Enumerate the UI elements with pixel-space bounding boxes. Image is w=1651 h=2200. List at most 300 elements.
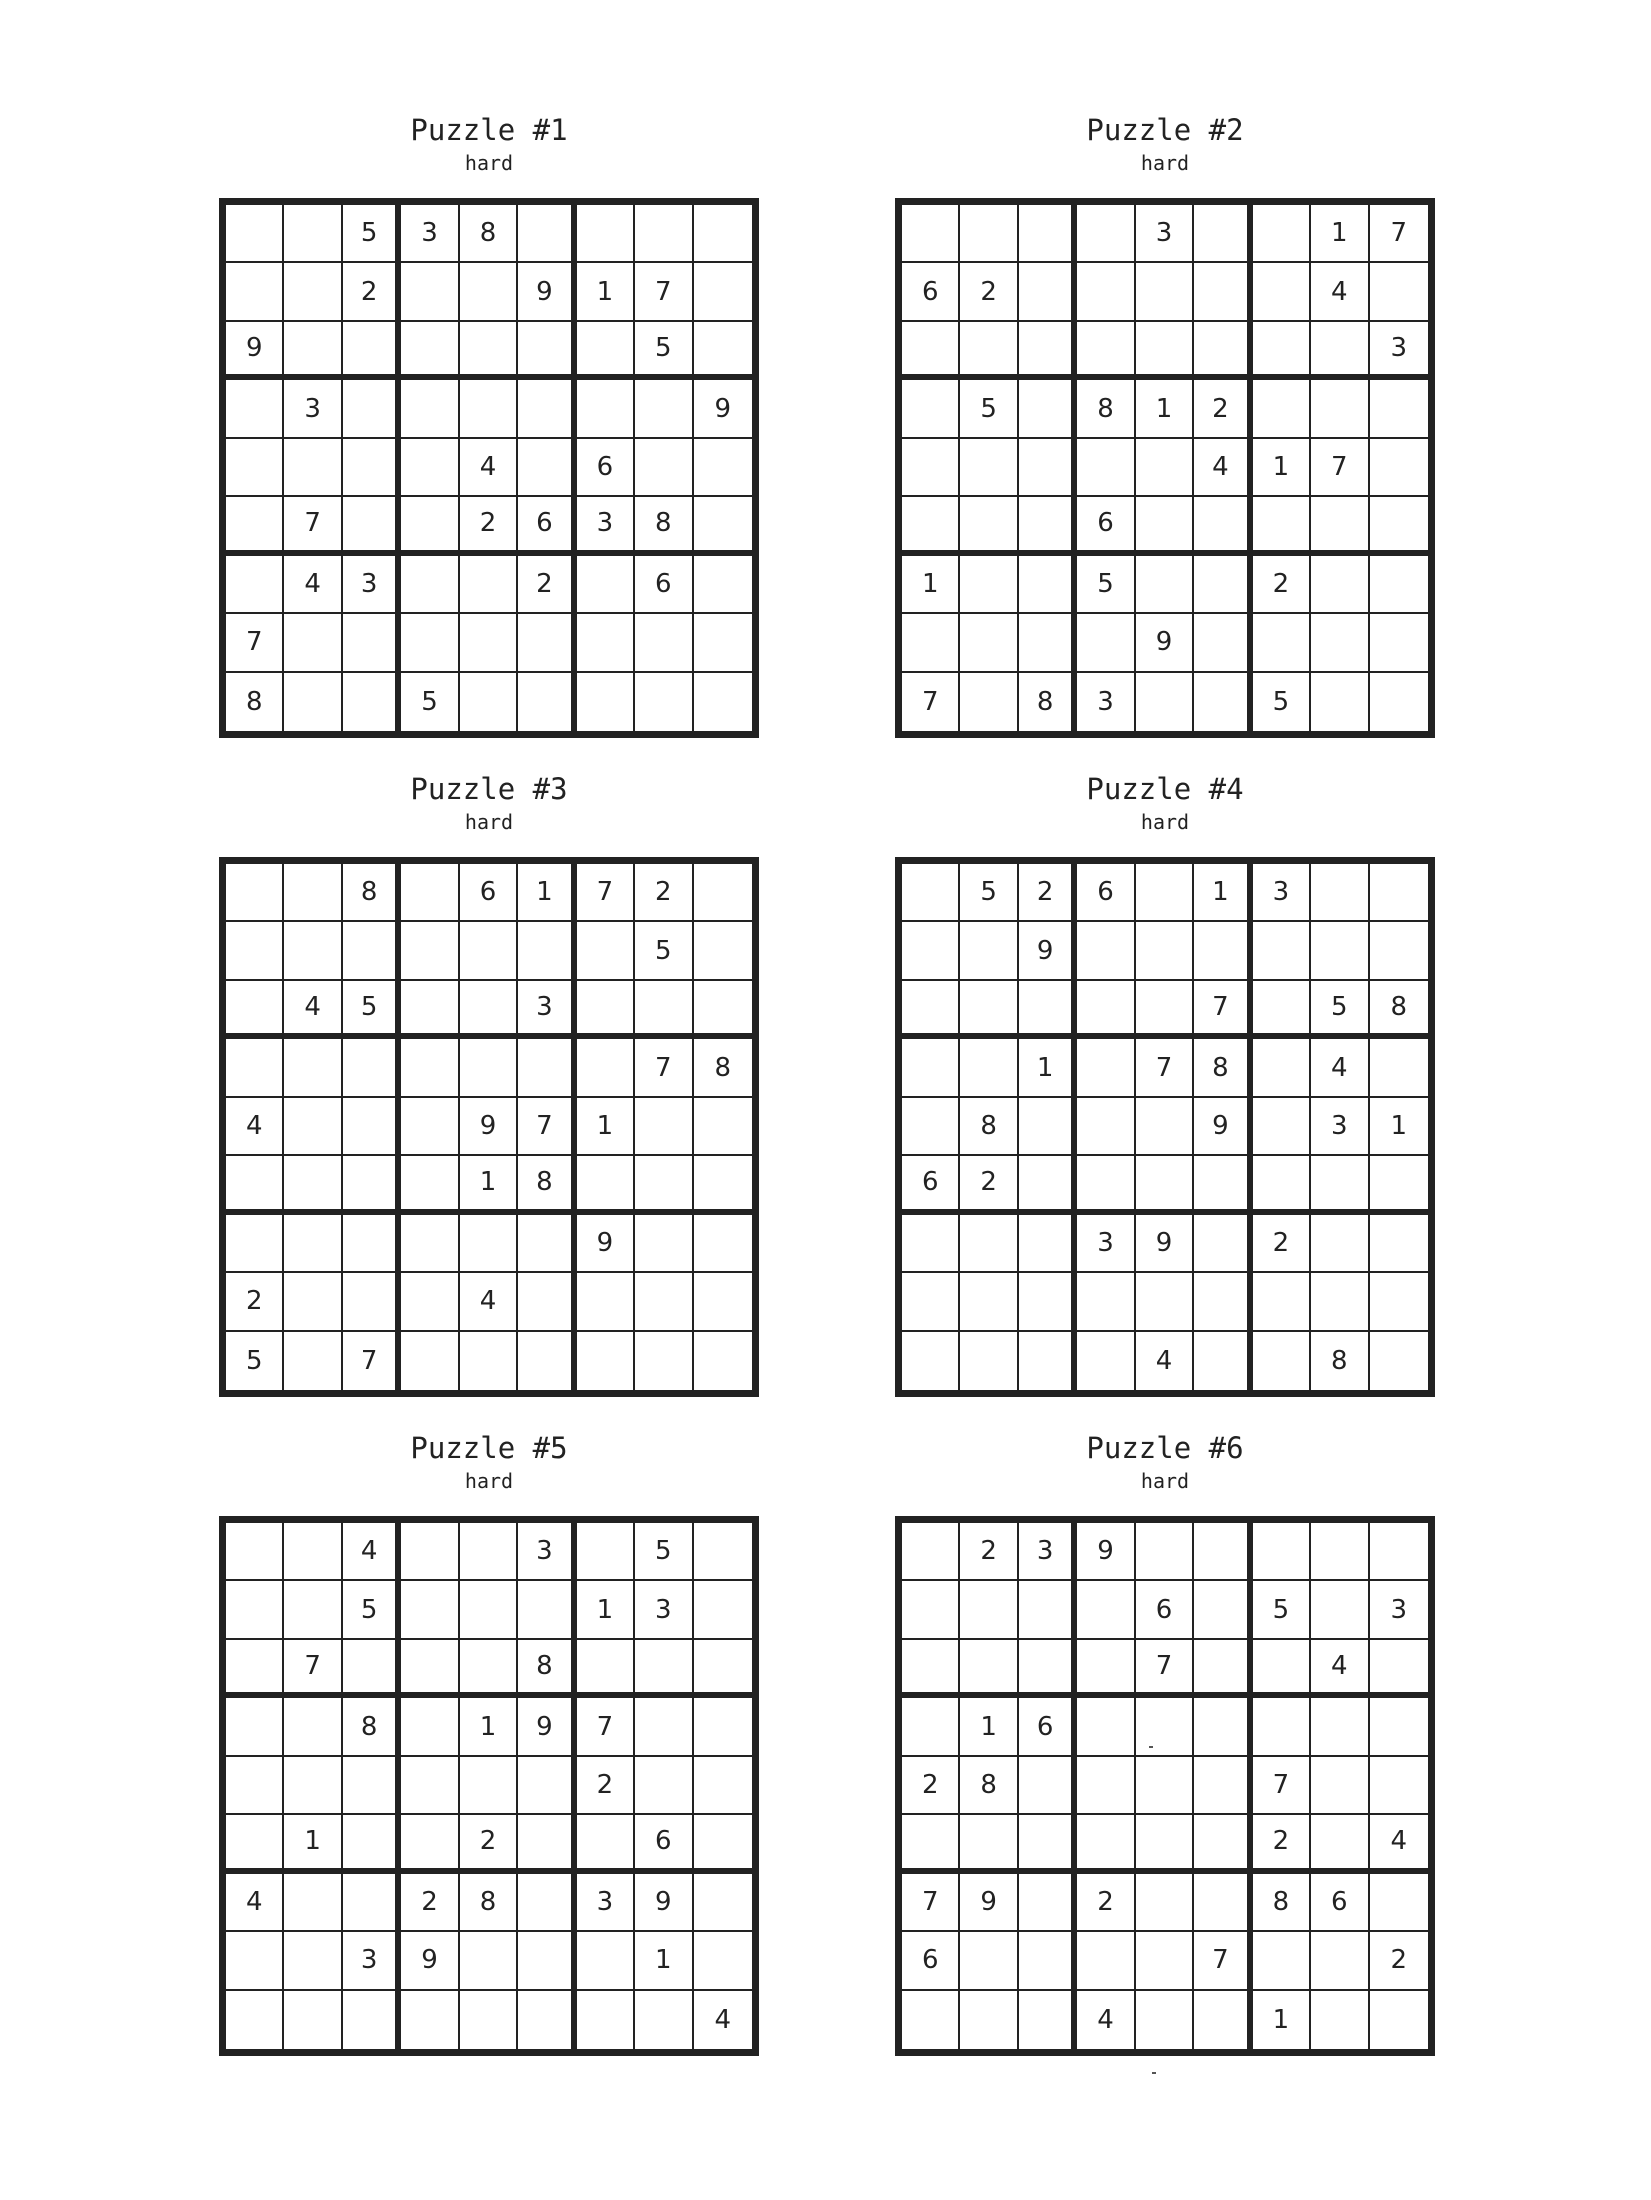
sudoku-cell[interactable]	[902, 922, 960, 980]
sudoku-cell[interactable]	[284, 1874, 342, 1932]
sudoku-cell[interactable]: 2	[1253, 556, 1311, 614]
sudoku-cell[interactable]	[1136, 981, 1194, 1039]
sudoku-cell[interactable]	[460, 1640, 518, 1698]
sudoku-cell[interactable]	[1194, 1640, 1252, 1698]
sudoku-cell[interactable]	[960, 1581, 1018, 1639]
sudoku-cell[interactable]	[1370, 1273, 1428, 1331]
sudoku-cell[interactable]: 5	[1077, 556, 1135, 614]
sudoku-cell[interactable]	[401, 439, 459, 497]
sudoku-cell[interactable]	[1194, 1991, 1252, 2049]
sudoku-cell[interactable]: 5	[401, 673, 459, 731]
sudoku-cell[interactable]: 5	[343, 205, 401, 263]
sudoku-cell[interactable]	[1311, 322, 1369, 380]
sudoku-cell[interactable]	[577, 1991, 635, 2049]
sudoku-cell[interactable]: 8	[1311, 1332, 1369, 1390]
sudoku-cell[interactable]	[694, 1698, 752, 1756]
sudoku-cell[interactable]	[694, 556, 752, 614]
sudoku-cell[interactable]: 1	[1253, 439, 1311, 497]
sudoku-cell[interactable]	[226, 497, 284, 555]
sudoku-cell[interactable]	[226, 1156, 284, 1214]
sudoku-cell[interactable]: 3	[577, 1874, 635, 1932]
sudoku-cell[interactable]	[1370, 1698, 1428, 1756]
sudoku-cell[interactable]: 3	[343, 1932, 401, 1990]
sudoku-cell[interactable]	[902, 1698, 960, 1756]
sudoku-cell[interactable]	[635, 439, 693, 497]
sudoku-cell[interactable]	[226, 556, 284, 614]
sudoku-cell[interactable]: 1	[1194, 864, 1252, 922]
sudoku-cell[interactable]	[226, 1523, 284, 1581]
sudoku-cell[interactable]	[694, 322, 752, 380]
sudoku-cell[interactable]	[401, 1991, 459, 2049]
sudoku-cell[interactable]: 5	[635, 322, 693, 380]
sudoku-cell[interactable]: 4	[226, 1098, 284, 1156]
sudoku-cell[interactable]	[460, 922, 518, 980]
sudoku-cell[interactable]	[518, 614, 576, 672]
sudoku-cell[interactable]	[1194, 1332, 1252, 1390]
sudoku-cell[interactable]	[902, 439, 960, 497]
sudoku-cell[interactable]: 6	[1136, 1581, 1194, 1639]
sudoku-cell[interactable]	[1136, 1698, 1194, 1756]
sudoku-cell[interactable]	[635, 614, 693, 672]
sudoku-cell[interactable]: 9	[1194, 1098, 1252, 1156]
sudoku-cell[interactable]: 1	[902, 556, 960, 614]
sudoku-cell[interactable]: 8	[1253, 1874, 1311, 1932]
sudoku-cell[interactable]	[1311, 1215, 1369, 1273]
sudoku-cell[interactable]	[1194, 497, 1252, 555]
sudoku-cell[interactable]	[343, 1640, 401, 1698]
sudoku-cell[interactable]	[635, 1098, 693, 1156]
sudoku-cell[interactable]	[902, 1039, 960, 1097]
sudoku-cell[interactable]: 5	[635, 922, 693, 980]
sudoku-cell[interactable]	[1253, 1273, 1311, 1331]
sudoku-cell[interactable]	[960, 1932, 1018, 1990]
sudoku-cell[interactable]: 2	[343, 263, 401, 321]
sudoku-cell[interactable]	[401, 1039, 459, 1097]
sudoku-cell[interactable]	[694, 1332, 752, 1390]
sudoku-cell[interactable]	[1077, 1815, 1135, 1873]
sudoku-cell[interactable]: 5	[343, 1581, 401, 1639]
sudoku-cell[interactable]	[518, 922, 576, 980]
sudoku-cell[interactable]	[694, 1523, 752, 1581]
sudoku-cell[interactable]	[401, 380, 459, 438]
sudoku-cell[interactable]	[1253, 1698, 1311, 1756]
sudoku-cell[interactable]	[1253, 380, 1311, 438]
sudoku-cell[interactable]: 2	[460, 1815, 518, 1873]
sudoku-cell[interactable]: 1	[284, 1815, 342, 1873]
sudoku-cell[interactable]: 3	[635, 1581, 693, 1639]
sudoku-cell[interactable]: 7	[1370, 205, 1428, 263]
sudoku-cell[interactable]	[960, 922, 1018, 980]
sudoku-cell[interactable]	[1077, 1156, 1135, 1214]
sudoku-cell[interactable]	[401, 556, 459, 614]
sudoku-cell[interactable]	[635, 1991, 693, 2049]
sudoku-cell[interactable]: 8	[960, 1098, 1018, 1156]
sudoku-cell[interactable]	[1077, 614, 1135, 672]
sudoku-cell[interactable]	[1136, 922, 1194, 980]
sudoku-cell[interactable]	[902, 1215, 960, 1273]
sudoku-cell[interactable]: 5	[635, 1523, 693, 1581]
sudoku-cell[interactable]: 4	[284, 556, 342, 614]
sudoku-cell[interactable]	[284, 1523, 342, 1581]
sudoku-cell[interactable]	[694, 1273, 752, 1331]
sudoku-cell[interactable]: 8	[694, 1039, 752, 1097]
sudoku-cell[interactable]: 2	[226, 1273, 284, 1331]
sudoku-cell[interactable]	[518, 673, 576, 731]
sudoku-cell[interactable]	[902, 864, 960, 922]
sudoku-cell[interactable]: 9	[1019, 922, 1077, 980]
sudoku-cell[interactable]: 3	[1136, 205, 1194, 263]
sudoku-cell[interactable]	[960, 1215, 1018, 1273]
sudoku-cell[interactable]: 7	[518, 1098, 576, 1156]
sudoku-cell[interactable]	[226, 1991, 284, 2049]
sudoku-cell[interactable]: 7	[284, 497, 342, 555]
sudoku-cell[interactable]	[1019, 1757, 1077, 1815]
sudoku-cell[interactable]	[694, 1640, 752, 1698]
sudoku-cell[interactable]	[518, 1815, 576, 1873]
sudoku-cell[interactable]	[1194, 1581, 1252, 1639]
sudoku-cell[interactable]	[518, 205, 576, 263]
sudoku-cell[interactable]: 4	[460, 1273, 518, 1331]
sudoku-cell[interactable]	[1077, 981, 1135, 1039]
sudoku-cell[interactable]	[1019, 1215, 1077, 1273]
sudoku-cell[interactable]	[1370, 673, 1428, 731]
sudoku-cell[interactable]: 7	[1194, 981, 1252, 1039]
sudoku-cell[interactable]	[1253, 981, 1311, 1039]
sudoku-cell[interactable]	[343, 1991, 401, 2049]
sudoku-cell[interactable]	[694, 1932, 752, 1990]
sudoku-cell[interactable]: 1	[460, 1698, 518, 1756]
sudoku-cell[interactable]	[694, 1215, 752, 1273]
sudoku-cell[interactable]: 5	[1253, 673, 1311, 731]
sudoku-cell[interactable]	[1077, 1698, 1135, 1756]
sudoku-cell[interactable]	[1077, 1332, 1135, 1390]
sudoku-cell[interactable]	[635, 1332, 693, 1390]
sudoku-cell[interactable]	[1136, 1815, 1194, 1873]
sudoku-cell[interactable]	[1019, 497, 1077, 555]
sudoku-cell[interactable]: 3	[1253, 864, 1311, 922]
sudoku-cell[interactable]: 7	[577, 864, 635, 922]
sudoku-cell[interactable]	[1370, 556, 1428, 614]
sudoku-cell[interactable]	[1194, 205, 1252, 263]
sudoku-cell[interactable]: 9	[635, 1874, 693, 1932]
sudoku-cell[interactable]	[284, 614, 342, 672]
sudoku-cell[interactable]	[1077, 439, 1135, 497]
sudoku-cell[interactable]	[960, 1815, 1018, 1873]
sudoku-cell[interactable]: 8	[518, 1640, 576, 1698]
sudoku-cell[interactable]	[226, 263, 284, 321]
sudoku-cell[interactable]	[694, 1156, 752, 1214]
sudoku-cell[interactable]: 8	[1019, 673, 1077, 731]
sudoku-cell[interactable]	[518, 1932, 576, 1990]
sudoku-cell[interactable]	[343, 1156, 401, 1214]
sudoku-cell[interactable]	[1136, 263, 1194, 321]
sudoku-cell[interactable]: 7	[284, 1640, 342, 1698]
sudoku-cell[interactable]	[1194, 614, 1252, 672]
sudoku-cell[interactable]	[343, 1098, 401, 1156]
sudoku-cell[interactable]	[1136, 1757, 1194, 1815]
sudoku-cell[interactable]	[284, 263, 342, 321]
sudoku-cell[interactable]: 1	[518, 864, 576, 922]
sudoku-cell[interactable]: 2	[960, 263, 1018, 321]
sudoku-cell[interactable]	[460, 1932, 518, 1990]
sudoku-cell[interactable]: 8	[1370, 981, 1428, 1039]
sudoku-cell[interactable]	[1136, 1098, 1194, 1156]
sudoku-cell[interactable]	[1370, 614, 1428, 672]
sudoku-cell[interactable]	[1194, 1815, 1252, 1873]
sudoku-cell[interactable]	[1370, 1332, 1428, 1390]
sudoku-cell[interactable]	[960, 1273, 1018, 1331]
sudoku-cell[interactable]	[284, 205, 342, 263]
sudoku-cell[interactable]: 2	[518, 556, 576, 614]
sudoku-cell[interactable]	[577, 922, 635, 980]
sudoku-cell[interactable]: 4	[1311, 1640, 1369, 1698]
sudoku-cell[interactable]: 6	[1019, 1698, 1077, 1756]
sudoku-cell[interactable]	[1253, 1098, 1311, 1156]
sudoku-cell[interactable]	[1136, 1273, 1194, 1331]
sudoku-cell[interactable]	[460, 673, 518, 731]
sudoku-cell[interactable]	[1019, 614, 1077, 672]
sudoku-cell[interactable]	[1370, 1156, 1428, 1214]
sudoku-cell[interactable]: 3	[1370, 1581, 1428, 1639]
sudoku-cell[interactable]	[577, 380, 635, 438]
sudoku-cell[interactable]	[1019, 1874, 1077, 1932]
sudoku-cell[interactable]	[1077, 1757, 1135, 1815]
sudoku-cell[interactable]	[1019, 1332, 1077, 1390]
sudoku-cell[interactable]	[635, 1215, 693, 1273]
sudoku-cell[interactable]	[401, 614, 459, 672]
sudoku-cell[interactable]	[460, 1581, 518, 1639]
sudoku-cell[interactable]	[284, 1698, 342, 1756]
sudoku-cell[interactable]	[343, 673, 401, 731]
sudoku-cell[interactable]	[401, 1698, 459, 1756]
sudoku-cell[interactable]: 4	[1077, 1991, 1135, 2049]
sudoku-cell[interactable]	[284, 1757, 342, 1815]
sudoku-cell[interactable]: 7	[902, 1874, 960, 1932]
sudoku-cell[interactable]	[460, 380, 518, 438]
sudoku-cell[interactable]	[518, 1581, 576, 1639]
sudoku-cell[interactable]: 7	[635, 263, 693, 321]
sudoku-cell[interactable]	[902, 981, 960, 1039]
sudoku-cell[interactable]	[902, 205, 960, 263]
sudoku-cell[interactable]: 8	[343, 864, 401, 922]
sudoku-cell[interactable]	[577, 981, 635, 1039]
sudoku-cell[interactable]	[460, 556, 518, 614]
sudoku-cell[interactable]	[1019, 1640, 1077, 1698]
sudoku-cell[interactable]	[1136, 1156, 1194, 1214]
sudoku-cell[interactable]	[343, 1757, 401, 1815]
sudoku-cell[interactable]: 6	[1311, 1874, 1369, 1932]
sudoku-cell[interactable]: 6	[902, 1932, 960, 1990]
sudoku-cell[interactable]: 3	[518, 981, 576, 1039]
sudoku-cell[interactable]	[460, 263, 518, 321]
sudoku-cell[interactable]	[1136, 556, 1194, 614]
sudoku-cell[interactable]	[1311, 497, 1369, 555]
sudoku-cell[interactable]	[1370, 1523, 1428, 1581]
sudoku-cell[interactable]: 6	[518, 497, 576, 555]
sudoku-cell[interactable]: 2	[960, 1156, 1018, 1214]
sudoku-cell[interactable]: 6	[577, 439, 635, 497]
sudoku-cell[interactable]	[577, 1273, 635, 1331]
sudoku-cell[interactable]	[1253, 322, 1311, 380]
sudoku-cell[interactable]	[1136, 322, 1194, 380]
sudoku-cell[interactable]	[284, 1932, 342, 1990]
sudoku-cell[interactable]	[518, 1332, 576, 1390]
sudoku-cell[interactable]: 7	[1136, 1039, 1194, 1097]
sudoku-cell[interactable]	[960, 614, 1018, 672]
sudoku-cell[interactable]: 2	[960, 1523, 1018, 1581]
sudoku-cell[interactable]	[401, 1523, 459, 1581]
sudoku-cell[interactable]	[518, 1215, 576, 1273]
sudoku-cell[interactable]	[284, 1332, 342, 1390]
sudoku-cell[interactable]: 1	[1311, 205, 1369, 263]
sudoku-cell[interactable]	[1253, 922, 1311, 980]
sudoku-cell[interactable]	[1194, 1698, 1252, 1756]
sudoku-cell[interactable]	[284, 1991, 342, 2049]
sudoku-cell[interactable]: 8	[1194, 1039, 1252, 1097]
sudoku-cell[interactable]	[902, 380, 960, 438]
sudoku-cell[interactable]	[902, 1815, 960, 1873]
sudoku-cell[interactable]	[1311, 1932, 1369, 1990]
sudoku-cell[interactable]: 9	[960, 1874, 1018, 1932]
sudoku-cell[interactable]	[577, 322, 635, 380]
sudoku-cell[interactable]	[1019, 1581, 1077, 1639]
sudoku-cell[interactable]	[694, 673, 752, 731]
sudoku-cell[interactable]	[284, 1581, 342, 1639]
sudoku-cell[interactable]	[635, 981, 693, 1039]
sudoku-cell[interactable]: 3	[1019, 1523, 1077, 1581]
sudoku-cell[interactable]: 4	[1311, 1039, 1369, 1097]
sudoku-cell[interactable]	[1194, 1156, 1252, 1214]
sudoku-cell[interactable]: 5	[1311, 981, 1369, 1039]
sudoku-cell[interactable]	[1194, 1757, 1252, 1815]
sudoku-cell[interactable]	[1311, 922, 1369, 980]
sudoku-cell[interactable]	[1311, 1156, 1369, 1214]
sudoku-cell[interactable]	[1019, 380, 1077, 438]
sudoku-cell[interactable]	[1019, 439, 1077, 497]
sudoku-cell[interactable]: 2	[1194, 380, 1252, 438]
sudoku-cell[interactable]: 1	[577, 1098, 635, 1156]
sudoku-cell[interactable]: 7	[1311, 439, 1369, 497]
sudoku-cell[interactable]	[460, 1757, 518, 1815]
sudoku-cell[interactable]	[1253, 263, 1311, 321]
sudoku-cell[interactable]	[343, 1815, 401, 1873]
sudoku-cell[interactable]: 3	[343, 556, 401, 614]
sudoku-cell[interactable]	[1194, 922, 1252, 980]
sudoku-cell[interactable]: 4	[1311, 263, 1369, 321]
sudoku-cell[interactable]	[1311, 1581, 1369, 1639]
sudoku-cell[interactable]: 9	[1136, 614, 1194, 672]
sudoku-cell[interactable]	[1194, 263, 1252, 321]
sudoku-cell[interactable]	[518, 1273, 576, 1331]
sudoku-cell[interactable]	[1136, 864, 1194, 922]
sudoku-cell[interactable]: 9	[1077, 1523, 1135, 1581]
sudoku-cell[interactable]	[1253, 1039, 1311, 1097]
sudoku-cell[interactable]: 7	[226, 614, 284, 672]
sudoku-cell[interactable]	[1136, 1932, 1194, 1990]
sudoku-cell[interactable]	[1077, 1039, 1135, 1097]
sudoku-cell[interactable]	[460, 1523, 518, 1581]
sudoku-cell[interactable]	[1077, 322, 1135, 380]
sudoku-cell[interactable]: 9	[694, 380, 752, 438]
sudoku-cell[interactable]	[401, 1273, 459, 1331]
sudoku-cell[interactable]: 8	[1077, 380, 1135, 438]
sudoku-cell[interactable]: 9	[518, 263, 576, 321]
sudoku-cell[interactable]: 1	[1136, 380, 1194, 438]
sudoku-cell[interactable]: 3	[518, 1523, 576, 1581]
sudoku-cell[interactable]	[226, 1757, 284, 1815]
sudoku-cell[interactable]: 2	[635, 864, 693, 922]
sudoku-cell[interactable]: 5	[960, 380, 1018, 438]
sudoku-cell[interactable]	[635, 673, 693, 731]
sudoku-cell[interactable]	[635, 380, 693, 438]
sudoku-cell[interactable]	[1253, 1332, 1311, 1390]
sudoku-cell[interactable]	[343, 1215, 401, 1273]
sudoku-cell[interactable]	[284, 1156, 342, 1214]
sudoku-cell[interactable]: 4	[1194, 439, 1252, 497]
sudoku-cell[interactable]	[460, 322, 518, 380]
sudoku-cell[interactable]	[635, 1698, 693, 1756]
sudoku-cell[interactable]: 2	[1253, 1815, 1311, 1873]
sudoku-cell[interactable]	[401, 1215, 459, 1273]
sudoku-cell[interactable]	[226, 1932, 284, 1990]
sudoku-cell[interactable]: 3	[1077, 673, 1135, 731]
sudoku-cell[interactable]	[577, 1039, 635, 1097]
sudoku-cell[interactable]: 2	[401, 1874, 459, 1932]
sudoku-cell[interactable]	[226, 864, 284, 922]
sudoku-cell[interactable]	[960, 673, 1018, 731]
sudoku-cell[interactable]: 4	[226, 1874, 284, 1932]
sudoku-cell[interactable]	[1136, 439, 1194, 497]
sudoku-cell[interactable]: 5	[960, 864, 1018, 922]
sudoku-cell[interactable]: 9	[460, 1098, 518, 1156]
sudoku-cell[interactable]	[1077, 1273, 1135, 1331]
sudoku-cell[interactable]	[1019, 1991, 1077, 2049]
sudoku-cell[interactable]: 2	[1019, 864, 1077, 922]
sudoku-cell[interactable]	[635, 1640, 693, 1698]
sudoku-cell[interactable]: 9	[226, 322, 284, 380]
sudoku-cell[interactable]	[1370, 1874, 1428, 1932]
sudoku-cell[interactable]	[1370, 497, 1428, 555]
sudoku-cell[interactable]	[1370, 1640, 1428, 1698]
sudoku-cell[interactable]	[1370, 1039, 1428, 1097]
sudoku-cell[interactable]: 8	[460, 1874, 518, 1932]
sudoku-cell[interactable]: 4	[460, 439, 518, 497]
sudoku-cell[interactable]	[1019, 1098, 1077, 1156]
sudoku-cell[interactable]	[1077, 263, 1135, 321]
sudoku-cell[interactable]: 6	[1077, 497, 1135, 555]
sudoku-cell[interactable]: 2	[1253, 1215, 1311, 1273]
sudoku-cell[interactable]	[902, 1991, 960, 2049]
sudoku-cell[interactable]	[1311, 556, 1369, 614]
sudoku-cell[interactable]: 7	[902, 673, 960, 731]
sudoku-cell[interactable]: 4	[284, 981, 342, 1039]
sudoku-cell[interactable]	[960, 1039, 1018, 1097]
sudoku-cell[interactable]: 3	[1370, 322, 1428, 380]
sudoku-cell[interactable]	[1311, 380, 1369, 438]
sudoku-cell[interactable]	[1194, 1523, 1252, 1581]
sudoku-cell[interactable]	[284, 1215, 342, 1273]
sudoku-cell[interactable]: 6	[460, 864, 518, 922]
sudoku-cell[interactable]	[284, 1039, 342, 1097]
sudoku-cell[interactable]: 1	[1253, 1991, 1311, 2049]
sudoku-cell[interactable]	[401, 1757, 459, 1815]
sudoku-cell[interactable]	[694, 1581, 752, 1639]
sudoku-cell[interactable]	[1311, 1273, 1369, 1331]
sudoku-cell[interactable]: 3	[401, 205, 459, 263]
sudoku-cell[interactable]	[1019, 1815, 1077, 1873]
sudoku-cell[interactable]: 3	[1077, 1215, 1135, 1273]
sudoku-cell[interactable]	[694, 263, 752, 321]
